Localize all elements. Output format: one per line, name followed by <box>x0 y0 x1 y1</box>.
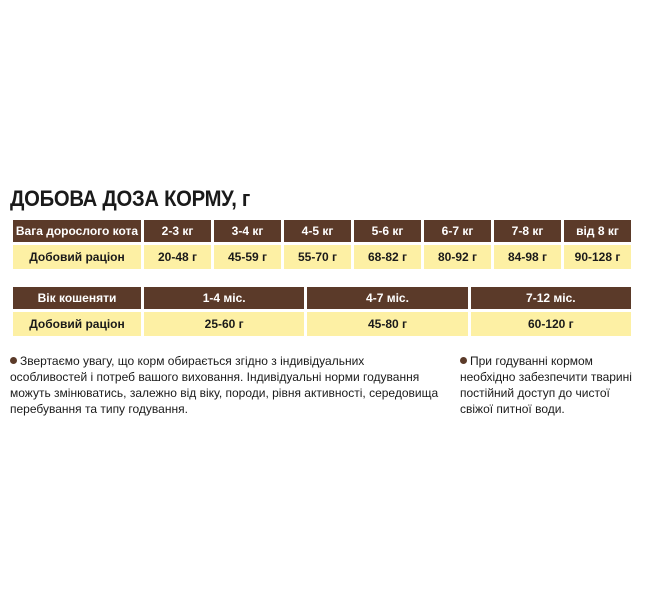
ration-cell: 25-60 г <box>144 312 304 336</box>
ration-cell: 68-82 г <box>354 245 421 269</box>
note-right <box>460 353 640 417</box>
age-cell: 4-7 міс. <box>307 287 467 312</box>
weight-cell: 6-7 кг <box>424 220 491 245</box>
kitten-feeding-table <box>10 287 634 336</box>
adult-ration-label: Добовий раціон <box>13 245 141 269</box>
note-right-text: При годуванні кормом необхідно забезпечити тварині постійний доступ до чистої свіжої питної води. <box>460 354 632 416</box>
kitten-ration-label: Добовий раціон <box>13 312 141 336</box>
kitten-ration-row <box>13 312 631 336</box>
ration-cell: 90-128 г <box>564 245 631 269</box>
adult-feeding-table <box>10 220 634 269</box>
age-cell: 1-4 міс. <box>144 287 304 312</box>
bullet-icon <box>460 357 467 364</box>
ration-cell: 80-92 г <box>424 245 491 269</box>
ration-cell: 55-70 г <box>284 245 351 269</box>
adult-ration-row <box>13 245 631 269</box>
kitten-age-row <box>13 287 631 312</box>
kitten-age-label: Вік кошеняти <box>13 287 141 312</box>
note-left-text: Звертаємо увагу, що корм обирається згідно з індивідуальних особливостей і потреб вашого виховання. Індивідуальні норми годування можуть змінюватись, залежно від віку, породи, рівня активності, середовища перебування та типу годування. <box>10 354 439 416</box>
ration-cell: 84-98 г <box>494 245 561 269</box>
adult-weight-label: Вага дорослого кота <box>13 220 141 245</box>
weight-cell: 5-6 кг <box>354 220 421 245</box>
age-cell: 7-12 міс. <box>471 287 631 312</box>
ration-cell: 20-48 г <box>144 245 211 269</box>
bullet-icon <box>10 357 17 364</box>
weight-cell: від 8 кг <box>564 220 631 245</box>
ration-cell: 60-120 г <box>471 312 631 336</box>
page-title: ДОБОВА ДОЗА КОРМУ, г <box>10 186 251 211</box>
adult-weight-row <box>13 220 631 245</box>
weight-cell: 4-5 кг <box>284 220 351 245</box>
weight-cell: 2-3 кг <box>144 220 211 245</box>
weight-cell: 7-8 кг <box>494 220 561 245</box>
note-left <box>10 353 440 417</box>
ration-cell: 45-59 г <box>214 245 281 269</box>
ration-cell: 45-80 г <box>307 312 467 336</box>
weight-cell: 3-4 кг <box>214 220 281 245</box>
